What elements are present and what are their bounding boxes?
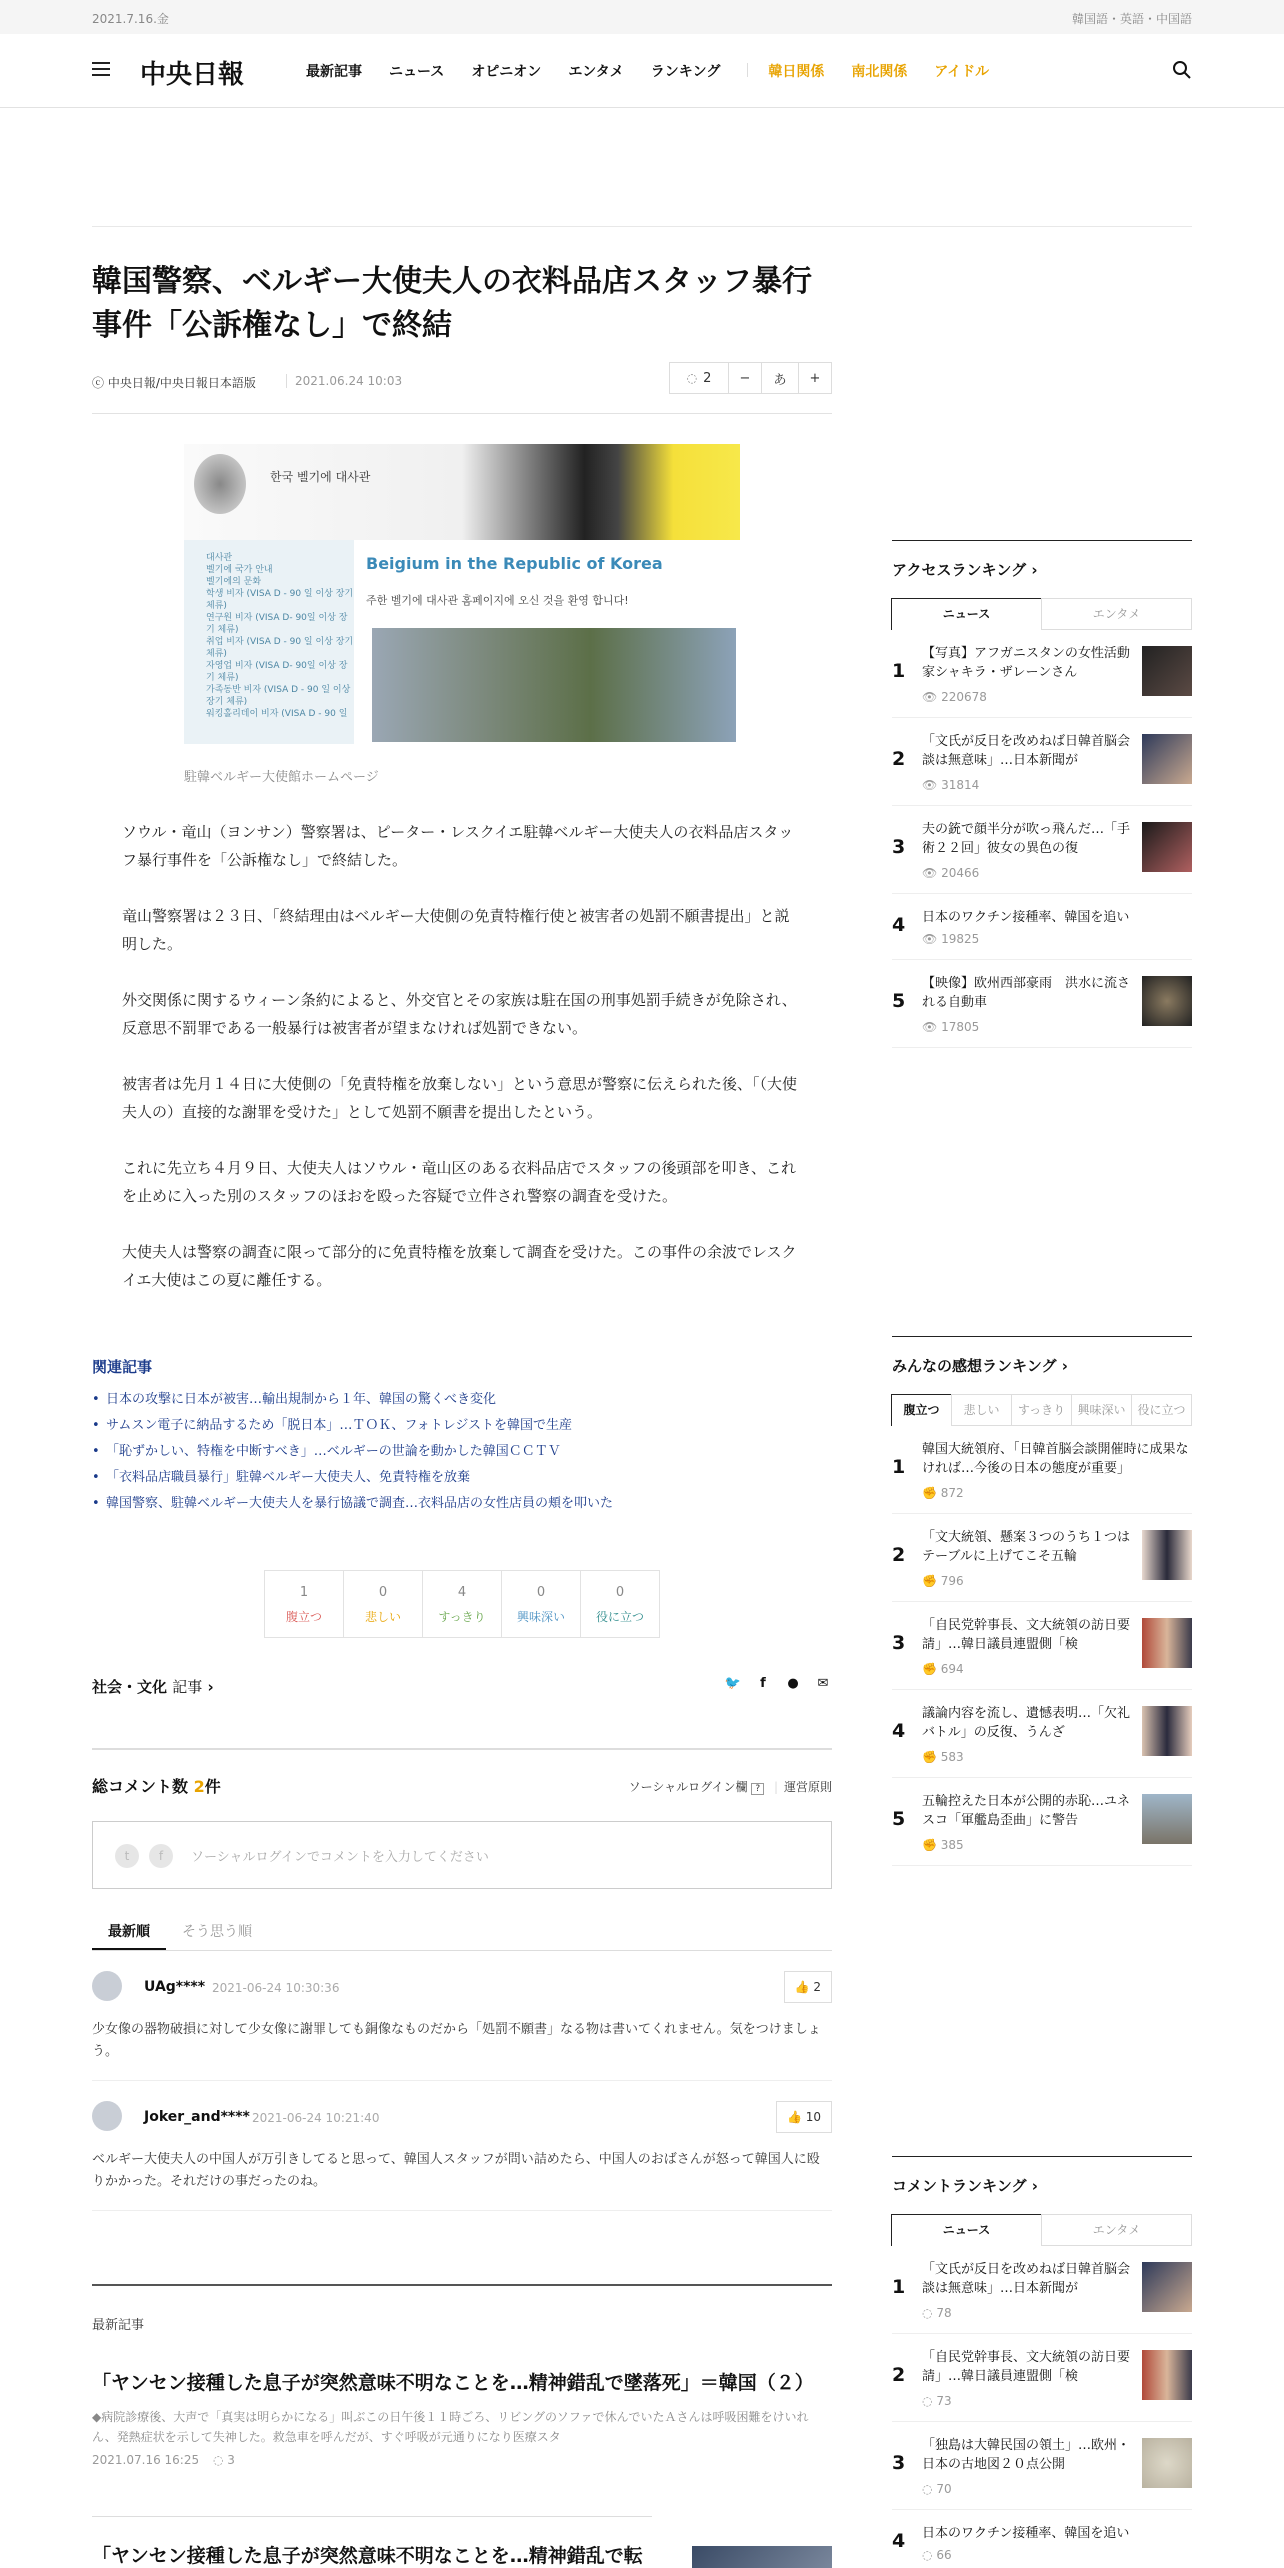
- ranking-item[interactable]: [892, 806, 1192, 894]
- rank-views: [922, 1574, 964, 1588]
- menu-icon[interactable]: [92, 62, 110, 76]
- rank-views: [922, 1486, 964, 1500]
- rank-views-count: 694: [940, 1662, 964, 1676]
- nav-divider: [747, 63, 748, 77]
- font-increase-button[interactable]: +: [798, 362, 832, 394]
- fist-icon: ✊: [922, 1486, 937, 1500]
- access-ranking: [892, 540, 1192, 1048]
- nav-menu: [306, 61, 1016, 81]
- article-paragraph: ソウル・竜山（ヨンサン）警察署は、ピーター・レスクイエ駐韓ベルギー大使夫人の衣料品店スタッフ暴行事件を「公訴権なし」で終結した。: [122, 823, 794, 869]
- embassy-crest-icon: [194, 454, 246, 514]
- rank-title: 「独島は大韓民国の領土」…欧州・日本の古地図２０点公開: [922, 2438, 1131, 2472]
- twitter-login-icon[interactable]: t: [115, 1844, 139, 1868]
- impression-ranking: [892, 1336, 1192, 1866]
- comment-count-button[interactable]: [669, 362, 729, 394]
- related-title: 関連記事: [92, 1358, 153, 1376]
- latest-articles: [92, 2284, 832, 2567]
- rank-number: 3: [892, 836, 906, 858]
- thumbs-up-icon: 👍: [794, 1980, 810, 1994]
- latest-heading: 最新記事: [92, 2318, 145, 2333]
- font-size-label[interactable]: あ: [761, 362, 799, 394]
- comment-icon: ◌: [686, 371, 698, 385]
- embassy-menu-item: 벨기에의 문화: [206, 577, 262, 587]
- embassy-menu-item: 자영업 비자 (VISA D- 90일 이상 장기 체류): [206, 661, 348, 683]
- reaction-label: 興味深い: [516, 1610, 565, 1624]
- comments-head-prefix: 総コメント数: [92, 1777, 194, 1796]
- embassy-menu-item: 벨기에 국가 안내: [206, 565, 273, 575]
- nav-opinion[interactable]: オピニオン: [471, 64, 542, 80]
- rank-thumbnail: [1142, 646, 1192, 696]
- current-date: 2021.7.16.金: [92, 12, 169, 26]
- rank-number: 5: [892, 1808, 906, 1830]
- mail-icon[interactable]: ✉: [817, 1676, 829, 1691]
- rank-title: 【映像】欧州西部豪雨 洪水に流される自動車: [922, 976, 1131, 1010]
- article-meta: [92, 362, 832, 414]
- rank-views: [922, 1838, 964, 1852]
- comment-text: 少女像の器物破損に対して少女像に謝罪しても銅像なものだから「処罰不願書」なる物は書いてくれません。気をつけましょう。: [92, 2022, 821, 2059]
- ranking-item[interactable]: [892, 2246, 1192, 2334]
- main-nav: [0, 34, 1284, 108]
- reaction-label: 悲しい: [364, 1610, 401, 1624]
- latest-article-title[interactable]: 「ヤンセン接種した息子が突然意味不明なことを…精神錯乱で転: [92, 2516, 652, 2568]
- rank-title: 「文大統領、懸案３つのうち１つはテーブルに上げてこそ五輪: [922, 1530, 1131, 1564]
- rank-number: 2: [892, 748, 906, 770]
- rank-number: 4: [892, 2530, 906, 2552]
- tab-news[interactable]: ニュース: [891, 2214, 1042, 2246]
- embassy-menu-item: 연구원 비자 (VISA D- 90일 이상 장기 체류): [206, 613, 348, 635]
- language-links[interactable]: 韓国語・英語・中国語: [1071, 12, 1192, 26]
- tab-latest[interactable]: 最新順: [92, 1909, 166, 1950]
- related-link[interactable]: • 日本の攻撃に日本が被害…輸出規制から１年、韓国の驚くべき変化: [92, 1387, 832, 1413]
- reaction-buttons: [265, 1570, 660, 1638]
- embassy-heading: Beigium in the Republic of Korea: [366, 554, 663, 573]
- eye-icon: 👁: [922, 690, 938, 704]
- access-ranking-title[interactable]: アクセスランキング ›: [892, 540, 1192, 580]
- rank-number: 4: [892, 1720, 906, 1742]
- facebook-icon[interactable]: f: [760, 1676, 766, 1691]
- fist-icon: ✊: [922, 1750, 937, 1764]
- eye-icon: 👁: [922, 1020, 938, 1034]
- nav-latest[interactable]: 最新記事: [306, 64, 362, 80]
- nav-korea-japan[interactable]: 韓日関係: [768, 64, 825, 80]
- ranking-item[interactable]: [892, 1778, 1192, 1866]
- article-tools: [670, 362, 832, 394]
- impression-ranking-tabs: [892, 1394, 1192, 1426]
- reaction-sad[interactable]: [343, 1570, 423, 1638]
- comment-user: Joker_and****: [144, 2109, 250, 2125]
- rank-views-count: 73: [936, 2394, 952, 2408]
- embassy-menu-item: 대사관: [206, 553, 233, 563]
- like-button[interactable]: [776, 2101, 832, 2133]
- embassy-menu-item: 워킹홀리데이 비자 (VISA D - 90 일: [206, 709, 348, 719]
- rank-views-count: 583: [940, 1750, 964, 1764]
- embassy-sidebar: [184, 540, 354, 744]
- tab-angry[interactable]: 腹立つ: [891, 1394, 952, 1426]
- tab-news[interactable]: ニュース: [891, 598, 1042, 630]
- latest-article-thumbnail[interactable]: [692, 2546, 832, 2568]
- comments-head-suffix: 件: [204, 1777, 221, 1796]
- related-link[interactable]: • 「衣料品店職員暴行」駐韓ベルギー大使夫人、免責特権を放棄: [92, 1465, 832, 1491]
- comment-icon: ◌: [212, 2453, 224, 2467]
- rank-title: 日本のワクチン接種率、韓国を追い: [922, 2526, 1130, 2541]
- reaction-count: 0: [536, 1585, 546, 1600]
- nav-north-south[interactable]: 南北関係: [851, 64, 908, 80]
- fist-icon: ✊: [922, 1662, 937, 1676]
- rank-title: 夫の銃で顔半分が吹っ飛んだ…「手術２２回」彼女の異色の復: [922, 822, 1131, 856]
- tab-entame[interactable]: エンタメ: [1041, 2214, 1192, 2246]
- social-login-guide[interactable]: ソーシャルログイン欄: [628, 1780, 748, 1794]
- comment-placeholder: ソーシャルログインでコメントを入力してください: [191, 1850, 489, 1865]
- comment-item: [92, 2081, 832, 2211]
- related-articles: [92, 1356, 832, 1517]
- rank-thumbnail: [1142, 822, 1192, 872]
- article: [92, 260, 832, 414]
- rank-thumbnail: [1142, 976, 1192, 1026]
- rank-title: 「文氏が反日を改めねば日韓首脳会談は無意味」…日本新聞が: [922, 2262, 1131, 2296]
- rank-views-count: 220678: [941, 690, 987, 704]
- article-datetime: 2021.06.24 10:03: [286, 374, 402, 388]
- embassy-photo: [372, 628, 736, 742]
- rank-views: [922, 1020, 979, 1034]
- latest-article-date: 2021.07.16 16:25: [92, 2453, 200, 2467]
- rank-number: 1: [892, 2276, 906, 2298]
- rank-title: 日本のワクチン接種率、韓国を追い: [922, 910, 1130, 925]
- comment-ranking: [892, 2156, 1192, 2568]
- rank-thumbnail: [1142, 2350, 1192, 2400]
- reaction-count: 0: [615, 1585, 625, 1600]
- comment-sort-tabs: [92, 1909, 832, 1951]
- rank-number: 1: [892, 1456, 906, 1478]
- rank-views: [922, 2482, 952, 2496]
- latest-article-meta: [92, 2453, 832, 2467]
- comment-icon: ◌: [922, 2306, 933, 2320]
- rank-number: 3: [892, 1632, 906, 1654]
- rank-views-count: 17805: [941, 1020, 980, 1034]
- reaction-refreshing[interactable]: [422, 1570, 502, 1638]
- reaction-count: 4: [457, 1585, 467, 1600]
- comment-icon: ◌: [922, 2394, 933, 2408]
- rank-thumbnail: [1142, 734, 1192, 784]
- article-paragraph: 被害者は先月１４日に大使側の「免責特権を放棄しない」という意思が警察に伝えられた後、「（大使夫人の）直接的な謝罪を受けた」として処罰不願書を提出したという。: [122, 1075, 798, 1121]
- embassy-header: 한국 벨기에 대사관: [270, 470, 371, 484]
- rank-views-count: 20466: [941, 866, 980, 880]
- reaction-label: すっきり: [438, 1610, 486, 1624]
- rank-number: 2: [892, 1544, 906, 1566]
- rank-title: 【写真】アフガニスタンの女性活動家シャキラ・ザレーンさん: [922, 646, 1130, 680]
- tab-refreshing[interactable]: すっきり: [1011, 1394, 1072, 1426]
- like-count: 10: [805, 2110, 821, 2124]
- reaction-angry[interactable]: [264, 1570, 344, 1638]
- reaction-label: 腹立つ: [285, 1610, 322, 1624]
- rank-views: [922, 778, 979, 792]
- policy-link[interactable]: 運営原則: [783, 1780, 832, 1794]
- thumbs-up-icon: 👍: [786, 2110, 802, 2124]
- search-icon[interactable]: [1172, 60, 1192, 80]
- facebook-login-icon[interactable]: f: [149, 1844, 173, 1868]
- comment-links: ソーシャルログイン欄 ? | 運営原則: [628, 1780, 832, 1794]
- rank-title: 韓国大統領府、「日韓首脳会談開催時に成果なければ…今後の日本の態度が重要」: [922, 1442, 1189, 1476]
- category-link[interactable]: 社会・文化 記事 ›: [92, 1678, 214, 1696]
- ranking-item[interactable]: [892, 718, 1192, 806]
- rank-views-count: 19825: [941, 932, 980, 946]
- ranking-item[interactable]: [892, 960, 1192, 1048]
- rank-number: 2: [892, 2364, 906, 2386]
- eye-icon: 👁: [922, 866, 938, 880]
- rank-title: 「自民党幹事長、文大統領の訪日要請」…韓日議員連盟側「検: [922, 2350, 1131, 2384]
- nav-idol[interactable]: アイドル: [934, 64, 990, 80]
- ranking-item[interactable]: [892, 1426, 1192, 1514]
- comment-ranking-tabs: [892, 2214, 1192, 2246]
- rank-title: 五輪控えた日本が公開的赤恥…ユネスコ「軍艦島歪曲」に警告: [922, 1794, 1131, 1828]
- comments-section: [92, 1774, 832, 2211]
- eye-icon: 👁: [922, 778, 938, 792]
- nav-news[interactable]: ニュース: [389, 64, 445, 80]
- reaction-label: 役に立つ: [595, 1610, 644, 1624]
- category-suffix: 記事: [172, 1678, 203, 1696]
- ranking-item[interactable]: [892, 2510, 1192, 2568]
- rank-views-count: 872: [940, 1486, 964, 1500]
- rank-views-count: 66: [936, 2548, 952, 2562]
- ranking-item[interactable]: [892, 1514, 1192, 1602]
- ranking-item[interactable]: [892, 630, 1192, 718]
- image-caption: 駐韓ベルギー大使館ホームページ: [184, 770, 379, 785]
- impression-ranking-label: みんなの感想ランキング: [892, 1357, 1057, 1375]
- comment-input[interactable]: [92, 1821, 832, 1889]
- article-paragraph: 大使夫人は警察の調査に限って部分的に免責特権を放棄して調査を受けた。この事件の余波でレスクイエ大使はこの夏に離任する。: [122, 1243, 797, 1289]
- rank-thumbnail: [1142, 1530, 1192, 1580]
- tab-agree[interactable]: そう思う順: [182, 1924, 252, 1940]
- embassy-menu-item: 취업 비자 (VISA D - 90 일 이상 장기 체류): [206, 637, 354, 659]
- rank-views-count: 385: [940, 1838, 964, 1852]
- rank-views: [922, 1662, 964, 1676]
- eye-icon: 👁: [922, 932, 938, 946]
- related-link[interactable]: • サムスン電子に納品するため「脱日本」…ＴＯＫ、フォトレジストを韓国で生産: [92, 1413, 832, 1439]
- reaction-interesting[interactable]: [501, 1570, 581, 1638]
- rank-views: [922, 866, 979, 880]
- rank-views: [922, 2394, 952, 2408]
- tab-sad[interactable]: 悲しい: [951, 1394, 1012, 1426]
- access-ranking-label: アクセスランキング: [892, 561, 1027, 579]
- related-link[interactable]: • 韓国警察、駐韓ベルギー大使夫人を暴行協議で調査…衣料品店の女性店員の頬を叩いた: [92, 1491, 832, 1517]
- top-bar: [0, 0, 1284, 34]
- rank-thumbnail: [1142, 2262, 1192, 2312]
- rank-views-count: 796: [940, 1574, 964, 1588]
- impression-ranking-title[interactable]: みんなの感想ランキング ›: [892, 1336, 1192, 1376]
- rank-number: 5: [892, 990, 906, 1012]
- font-decrease-button[interactable]: −: [728, 362, 762, 394]
- site-logo[interactable]: 中央日報: [140, 60, 245, 90]
- ranking-item[interactable]: [892, 1602, 1192, 1690]
- like-count: 2: [813, 1980, 821, 1994]
- reaction-count: 1: [299, 1585, 309, 1600]
- comment-time: 2021-06-24 10:21:40: [252, 2111, 380, 2125]
- article-paragraph: これに先立ち４月９日、大使夫人はソウル・竜山区のある衣料品店でスタッフの後頭部を叩き、これを止めに入った別のスタッフのほおを殴った容疑で立件され警察の調査を受けた。: [122, 1159, 796, 1205]
- embassy-menu-item: 학생 비자 (VISA D - 90 일 이상 장기 체류): [206, 589, 354, 611]
- comment-count: 2: [703, 370, 712, 386]
- comment-user: UAg****: [144, 1979, 206, 1995]
- rank-thumbnail: [1142, 1794, 1192, 1844]
- line-icon[interactable]: ●: [787, 1676, 799, 1691]
- embassy-menu-item: 가족동반 비자 (VISA D - 90 일 이상 장기 체류): [206, 685, 351, 707]
- nav-ranking[interactable]: ランキング: [650, 64, 721, 80]
- latest-article-desc: ◆病院診療後、大声で「真実は明らかになる」叫ぶこの日午後１１時ごろ、リビングのソファで休んでいたＡさんは呼吸困難をけいれん、発熱症状を示して失神した。救急車を呼んだが、すぐ呼吸が元通りになり医療スタ: [92, 2410, 809, 2444]
- comment-ranking-label: コメントランキング: [892, 2177, 1027, 2195]
- latest-article-comments: 3: [227, 2453, 235, 2467]
- article-paragraph: 外交関係に関するウィーン条約によると、外交官とその家族は駐在国の刑事処罰手続きが免除され、反意思不罰罪である一般暴行は被害者が望まなければ処罰できない。: [122, 991, 797, 1037]
- article-paragraph: 竜山警察署は２３日、「終結理由はベルギー大使側の免責特権行使と被害者の処罰不願書提出」と説明した。: [122, 907, 790, 953]
- twitter-icon[interactable]: 🐦: [724, 1676, 742, 1691]
- avatar: [92, 2101, 122, 2131]
- comment-ranking-title[interactable]: コメントランキング ›: [892, 2156, 1192, 2196]
- ranking-item[interactable]: [892, 894, 1192, 960]
- reaction-useful[interactable]: [580, 1570, 660, 1638]
- related-link[interactable]: • 「恥ずかしい、特権を中断すべき」…ベルギーの世論を動かした韓国ＣＣＴＶ: [92, 1439, 832, 1465]
- tab-interesting[interactable]: 興味深い: [1071, 1394, 1132, 1426]
- article-source: ⓒ 中央日報/中央日報日本語版: [92, 376, 256, 390]
- ranking-item[interactable]: [892, 1690, 1192, 1778]
- rank-thumbnail: [1142, 1618, 1192, 1668]
- ad-divider: [92, 226, 1192, 227]
- fist-icon: ✊: [922, 1838, 937, 1852]
- avatar: [92, 1971, 122, 2001]
- latest-article-title[interactable]: 「ヤンセン接種した息子が突然意味不明なことを…精神錯乱で墜落死」＝韓国（２）: [92, 2372, 814, 2394]
- reaction-count: 0: [378, 1585, 388, 1600]
- rank-views: [922, 690, 987, 704]
- help-icon[interactable]: ?: [751, 1783, 764, 1795]
- comment-time: 2021-06-24 10:30:36: [212, 1981, 340, 1995]
- share-buttons: [712, 1676, 832, 1694]
- comment-text: ベルギー大使夫人の中国人が万引きしてると思って、韓国人スタッフが問い詰めたら、中国人のおばさんが怒って韓国人に殴りかかった。それだけの事だったのね。: [92, 2152, 820, 2189]
- rank-number: 4: [892, 914, 906, 936]
- rank-views: [922, 2548, 952, 2562]
- category-bar: [92, 1676, 832, 1750]
- nav-entame[interactable]: エンタメ: [568, 64, 624, 80]
- rank-title: 議論内容を流し、遺憾表明…「欠礼バトル」の反復、うんざ: [922, 1706, 1131, 1740]
- like-button[interactable]: [784, 1971, 832, 2003]
- rank-title: 「文氏が反日を改めねば日韓首脳会談は無意味」…日本新聞が: [922, 734, 1131, 768]
- rank-views: [922, 932, 979, 946]
- tab-useful[interactable]: 役に立つ: [1131, 1394, 1192, 1426]
- access-ranking-tabs: [892, 598, 1192, 630]
- rank-title: 「自民党幹事長、文大統領の訪日要請」…韓日議員連盟側「検: [922, 1618, 1131, 1652]
- rank-views: [922, 1750, 964, 1764]
- comment-item: [92, 1951, 832, 2081]
- rank-number: 3: [892, 2452, 906, 2474]
- tab-entame[interactable]: エンタメ: [1041, 598, 1192, 630]
- rank-views-count: 31814: [941, 778, 980, 792]
- rank-thumbnail: [1142, 2438, 1192, 2488]
- article-title: 韓国警察、ベルギー大使夫人の衣料品店スタッフ暴行事件「公訴権なし」で終結: [92, 264, 812, 343]
- rank-views: [922, 2306, 952, 2320]
- article-body: [122, 818, 802, 1322]
- comment-icon: ◌: [922, 2548, 933, 2562]
- ranking-item[interactable]: [892, 2422, 1192, 2510]
- fist-icon: ✊: [922, 1574, 937, 1588]
- rank-number: 1: [892, 660, 906, 682]
- category-name: 社会・文化: [92, 1678, 168, 1696]
- rank-views-count: 70: [936, 2482, 952, 2496]
- rank-views-count: 78: [936, 2306, 952, 2320]
- comment-icon: ◌: [922, 2482, 933, 2496]
- comments-total: 2: [193, 1777, 205, 1796]
- embassy-welcome: 주한 벨기에 대사관 홈페이지에 오신 것을 환영 합니다!: [366, 594, 629, 607]
- rank-thumbnail: [1142, 1706, 1192, 1756]
- article-image: [184, 444, 740, 744]
- ranking-item[interactable]: [892, 2334, 1192, 2422]
- embassy-banner: [184, 444, 740, 540]
